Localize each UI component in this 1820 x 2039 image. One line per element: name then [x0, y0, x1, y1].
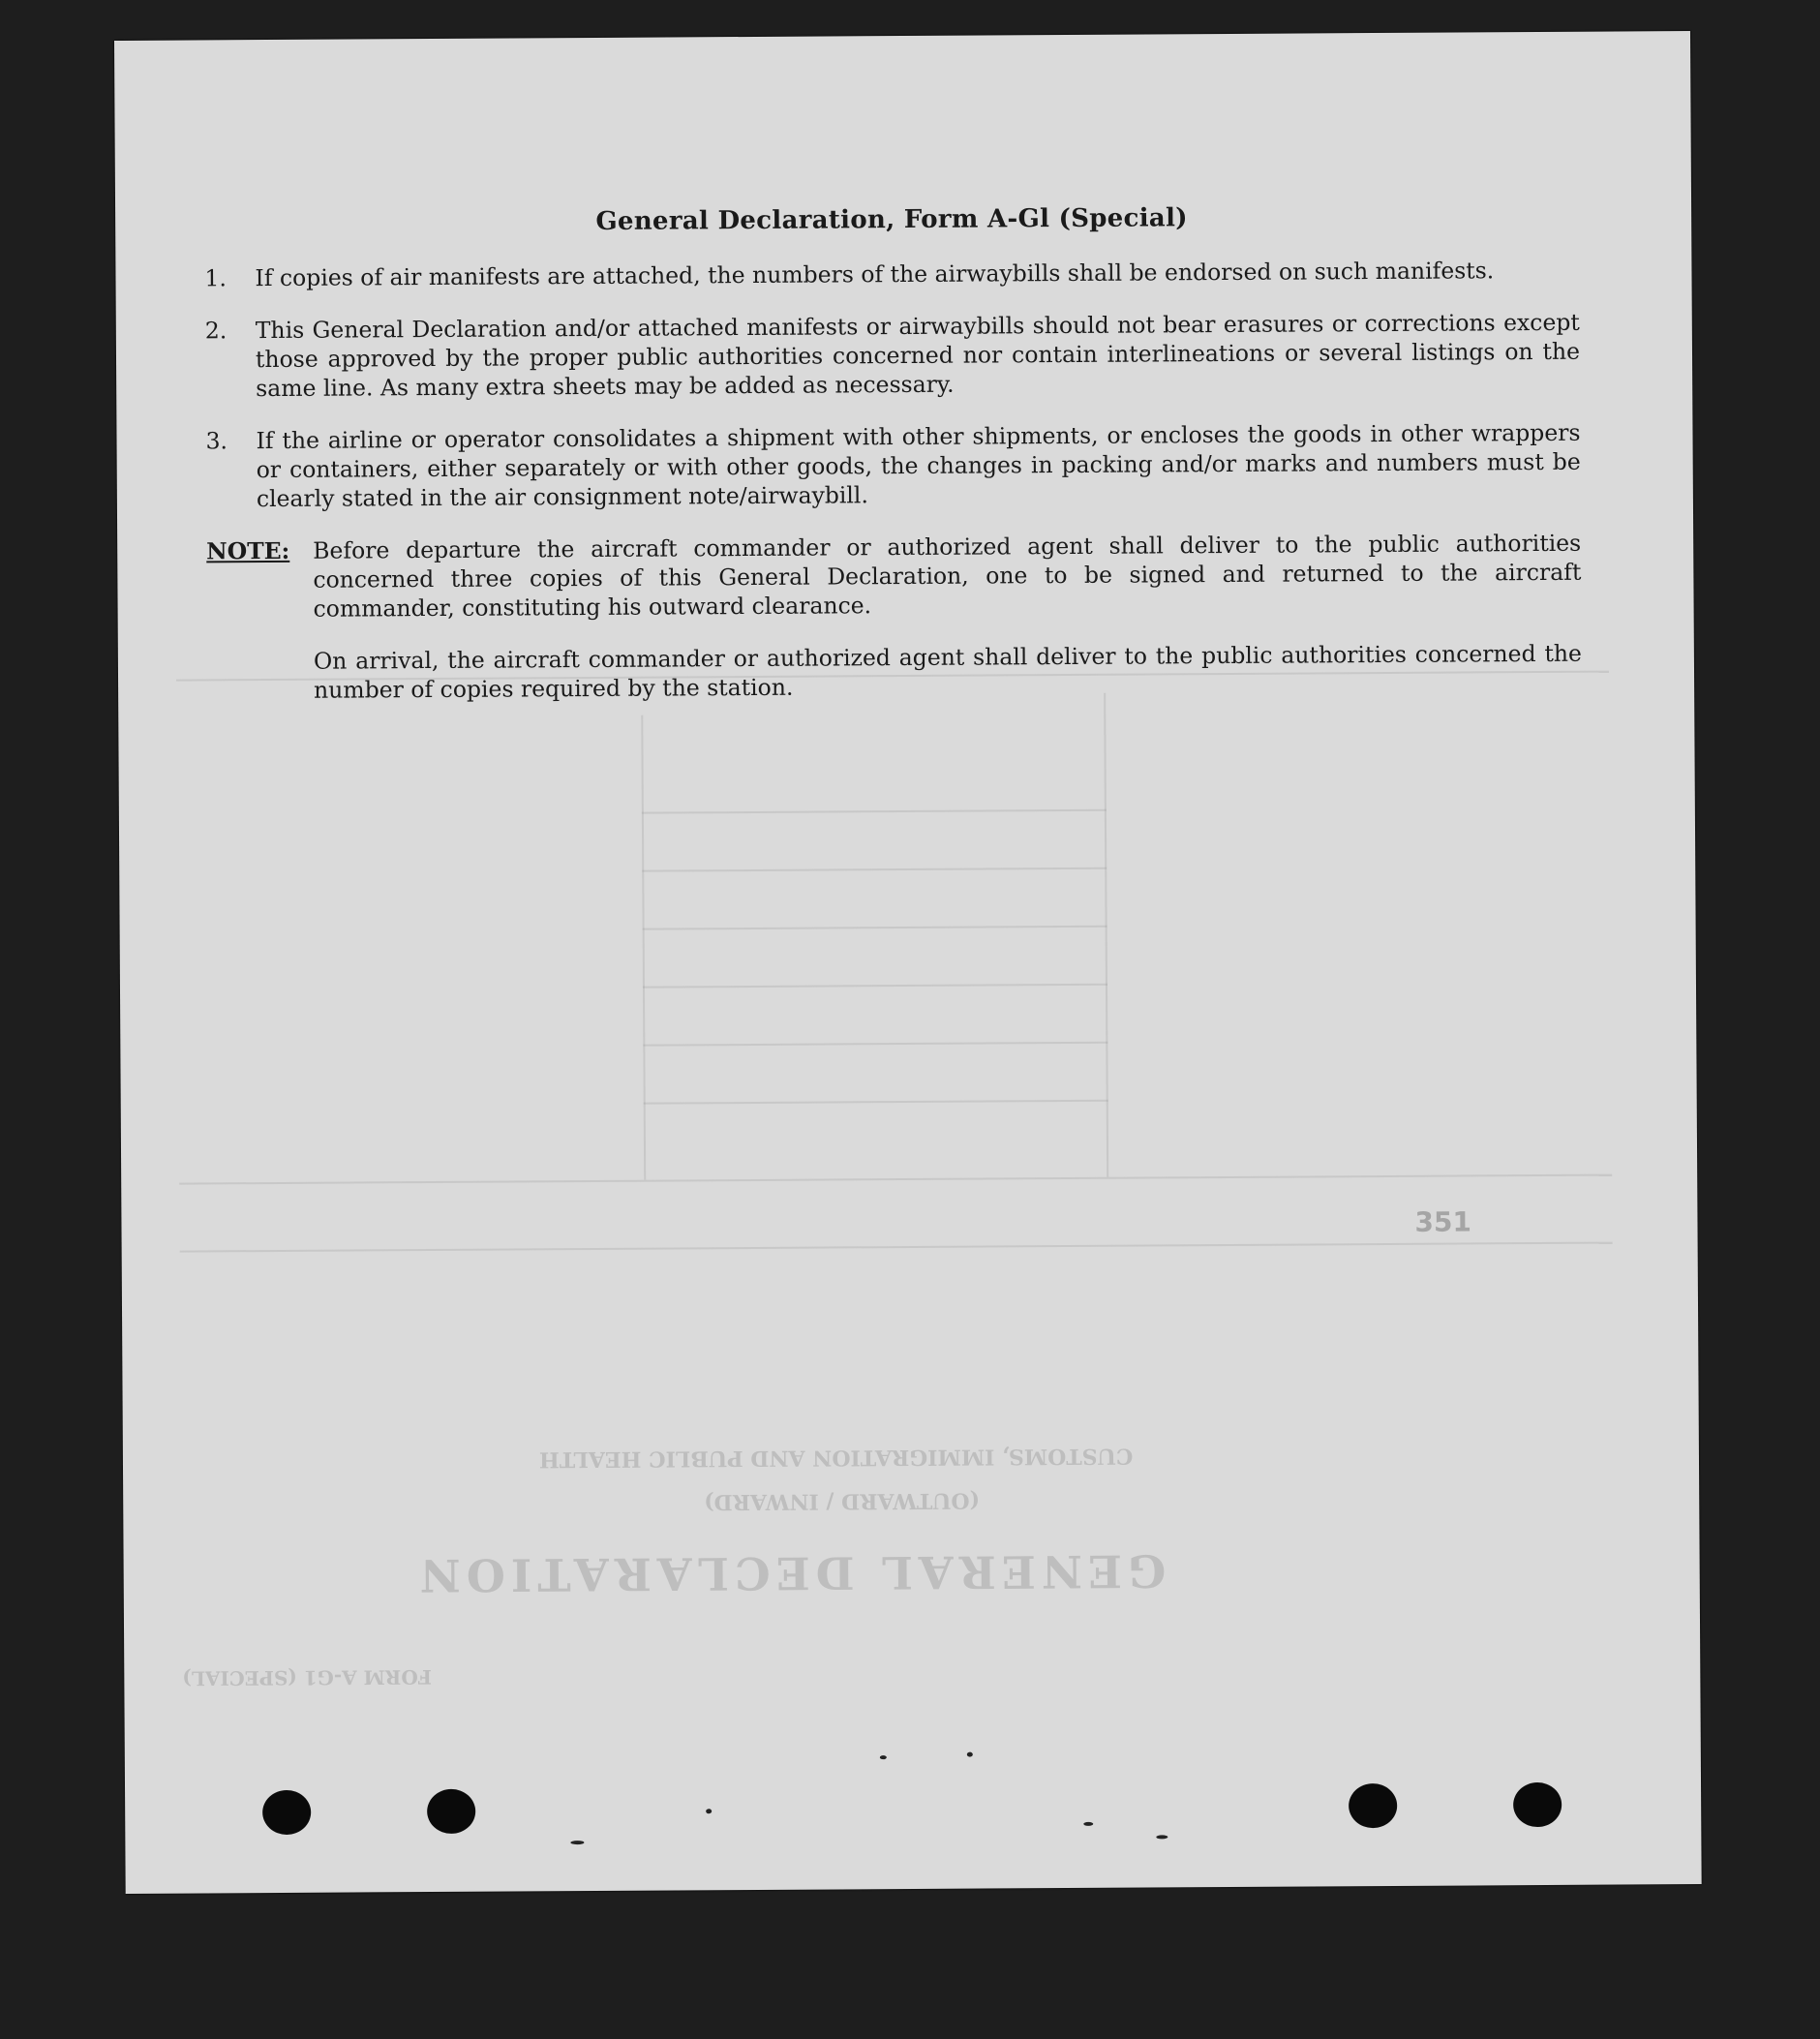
instruction-item [205, 308, 1581, 404]
show-through-line [643, 926, 1107, 930]
instruction-item [204, 256, 1579, 293]
speck [880, 1755, 887, 1759]
document-title: General Declaration, Form A-Gl (Special) [595, 203, 1188, 236]
punch-hole [427, 1789, 475, 1834]
note-body [313, 529, 1582, 728]
note-section [206, 529, 1582, 729]
note-label: NOTE: [206, 536, 290, 565]
item-text: If the airline or operator consolidates a shipment with other shipments, or encloses the goods in other wrappers or containers, either separately or with other goods, the changes in packing and/or marks and numbers must be clearly stated in the air consignment note/airwaybill. [256, 418, 1581, 513]
item-text: This General Declaration and/or attached manifests or airwaybills should not bear erasures or corrections except those approved by the proper public authorities concerned nor contain interlineations or several listings on the same line. As many extra sheets may be added as necessary. [255, 308, 1581, 403]
note-paragraph: On arrival, the aircraft commander or authorized agent shall deliver to the public authorities concerned the number of copies required by the station. [313, 639, 1582, 704]
show-through-line [644, 1100, 1108, 1105]
show-through-text: (OUTWARD / INWARD) [704, 1487, 981, 1515]
item-number: 3. [205, 427, 228, 455]
show-through-line [641, 715, 646, 1180]
show-through-line [1104, 693, 1108, 1177]
item-number: 2. [204, 317, 228, 345]
speck [1083, 1822, 1093, 1826]
show-through-line [643, 1042, 1107, 1047]
show-through-line [643, 984, 1107, 989]
document-page [114, 31, 1702, 1894]
instruction-item [205, 418, 1581, 514]
item-number: 1. [204, 264, 228, 292]
show-through-line [179, 1174, 1612, 1185]
instructions-block [204, 201, 1582, 729]
show-through-text: GENERAL DECLARATION [413, 1544, 1167, 1602]
speck [1156, 1835, 1168, 1839]
punch-hole [1513, 1782, 1562, 1827]
punch-hole [262, 1790, 311, 1835]
show-through-line [180, 1242, 1613, 1253]
show-through-text: CUSTOMS, IMMIGRATION AND PUBLIC HEALTH [538, 1443, 1134, 1473]
show-through-line [642, 867, 1107, 872]
speck [967, 1752, 973, 1757]
punch-hole [1349, 1783, 1397, 1828]
speck [570, 1841, 584, 1844]
show-through-line [642, 809, 1107, 814]
item-text: If copies of air manifests are attached, the numbers of the airwaybills shall be endorsed on such manifests. [255, 257, 1495, 292]
note-paragraph: Before departure the aircraft commander or authorized agent shall deliver to the public authorities concerned three copies of this General Declaration, one to be signed and returned to the aircraft commander, constituting his outward clearance. [313, 529, 1582, 623]
show-through-text: FORM A-G1 (SPECIAL) [182, 1665, 433, 1690]
page-number: 351 [1414, 1205, 1472, 1238]
speck [706, 1809, 712, 1813]
